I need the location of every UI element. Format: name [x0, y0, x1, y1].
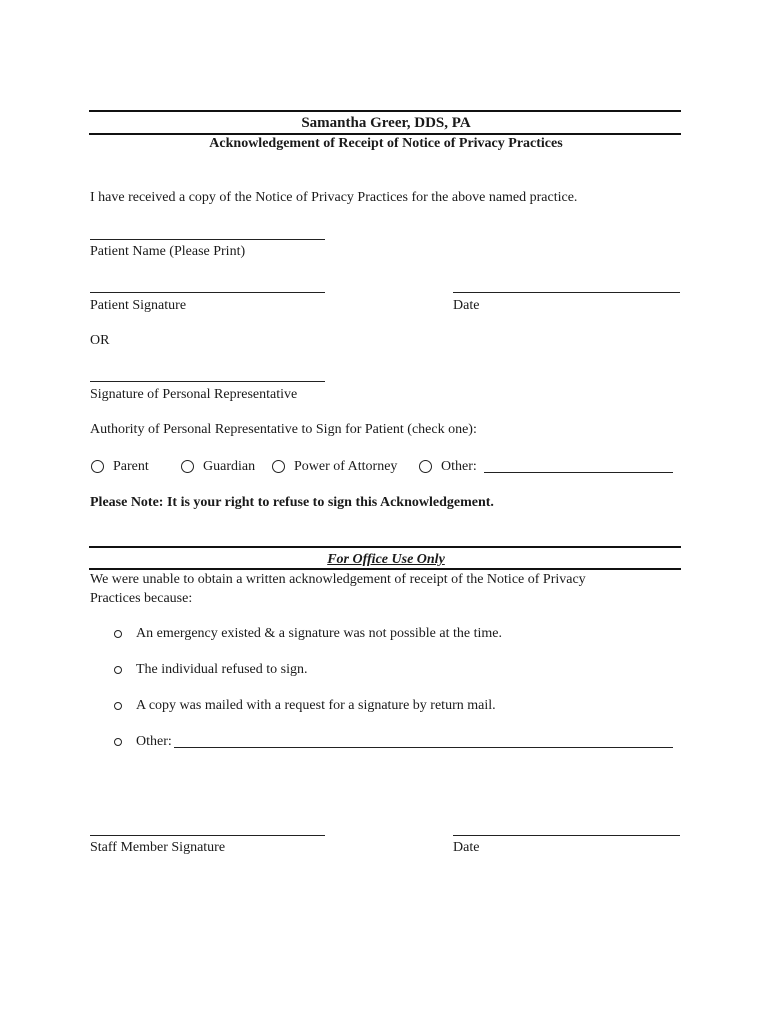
radio-guardian[interactable] — [181, 460, 194, 473]
radio-other[interactable] — [419, 460, 432, 473]
patient-date-label: Date — [453, 298, 480, 313]
staff-signature-field[interactable] — [90, 835, 325, 836]
option-other-label: Other: — [441, 459, 477, 474]
option-parent-label: Parent — [113, 459, 149, 474]
reason-other-bullet[interactable] — [114, 738, 122, 746]
receipt-statement: I have received a copy of the Notice of Privacy Practices for the above named practice. — [90, 190, 578, 205]
radio-power-of-attorney[interactable] — [272, 460, 285, 473]
staff-date-label: Date — [453, 840, 480, 855]
reason-other-field[interactable] — [174, 747, 673, 748]
reason-refused-label: The individual refused to sign. — [136, 662, 308, 677]
patient-name-label: Patient Name (Please Print) — [90, 244, 246, 259]
patient-date-field[interactable] — [453, 292, 680, 293]
representative-signature-field[interactable] — [90, 381, 325, 382]
reason-emergency-label: An emergency existed & a signature was not possible at the time. — [136, 626, 502, 641]
refusal-note: Please Note: It is your right to refuse to sign this Acknowledgement. — [90, 495, 494, 510]
header-bottom-rule — [89, 133, 681, 135]
radio-parent[interactable] — [91, 460, 104, 473]
other-authority-field[interactable] — [484, 472, 673, 473]
reason-refused-bullet[interactable] — [114, 666, 122, 674]
option-guardian-label: Guardian — [203, 459, 256, 474]
header-top-rule — [89, 110, 681, 112]
office-bottom-rule — [89, 568, 681, 570]
patient-name-field[interactable] — [90, 239, 325, 240]
office-intro-line2: Practices because: — [90, 591, 193, 606]
reason-mailed-label: A copy was mailed with a request for a signature by return mail. — [136, 698, 496, 713]
staff-date-field[interactable] — [453, 835, 680, 836]
office-use-heading: For Office Use Only — [327, 552, 445, 567]
patient-signature-label: Patient Signature — [90, 298, 187, 313]
reason-other-label: Other: — [136, 734, 172, 749]
reason-mailed-bullet[interactable] — [114, 702, 122, 710]
staff-signature-label: Staff Member Signature — [90, 840, 226, 855]
or-label: OR — [90, 333, 110, 348]
patient-signature-field[interactable] — [90, 292, 325, 293]
representative-signature-label: Signature of Personal Representative — [90, 387, 298, 402]
option-power-of-attorney-label: Power of Attorney — [294, 459, 398, 474]
practice-name: Samantha Greer, DDS, PA — [301, 115, 471, 131]
office-intro-line1: We were unable to obtain a written acknowledgement of receipt of the Notice of Privacy — [90, 572, 586, 587]
office-top-rule — [89, 546, 681, 548]
authority-label: Authority of Personal Representative to Sign for Patient (check one): — [90, 422, 477, 437]
form-title: Acknowledgement of Receipt of Notice of Privacy Practices — [209, 136, 563, 151]
reason-emergency-bullet[interactable] — [114, 630, 122, 638]
